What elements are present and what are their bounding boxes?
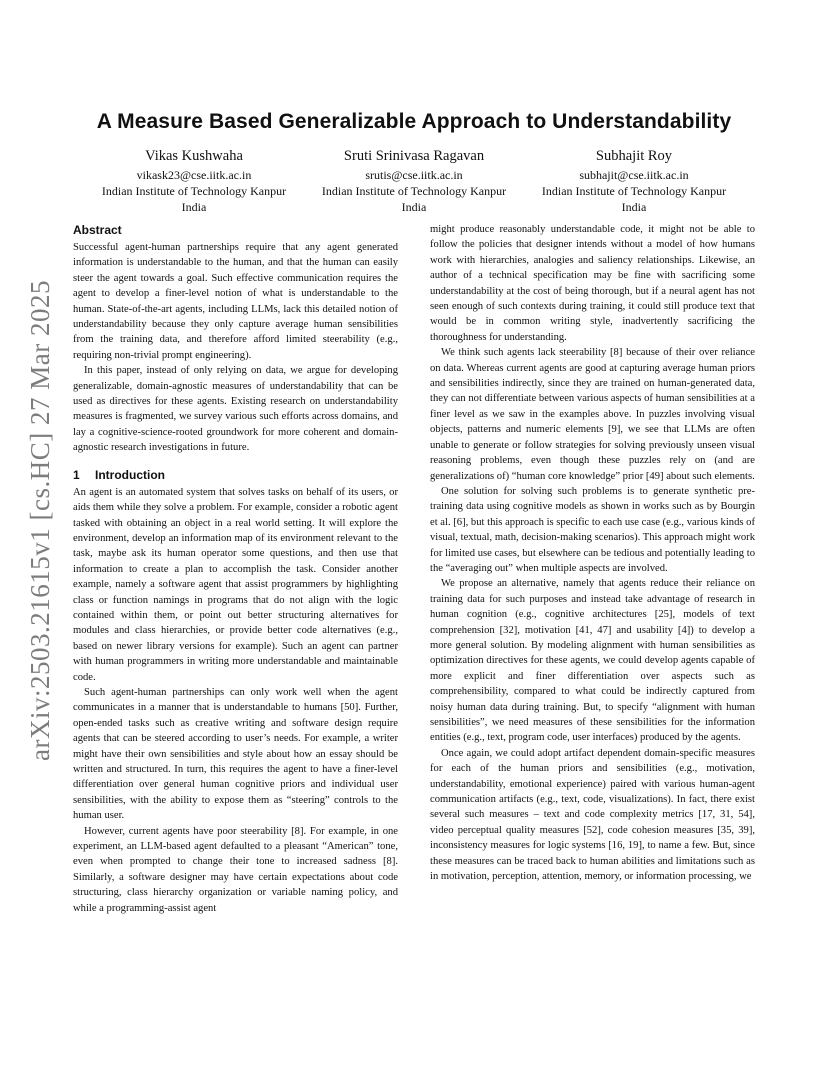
left-column — [73, 222, 398, 916]
abstract-heading: Abstract — [73, 223, 122, 237]
section-title: Introduction — [95, 467, 165, 482]
right-column — [430, 222, 755, 884]
abstract-paragraph-1: Successful agent-human partnerships require that any agent generated information is understandable to the human, and that the human can easily steer the agent towards a goal. Such effective communication requires the agent to develop a finer-level notion of what is understandable to the human. State-of-the-art agents, including LLMs, lack this detailed notion of understandability because they only capture average human sensibilities from the training data, and therefore afford limited steerability (e.g., requiring non-trivial prompt engineering). — [73, 242, 398, 361]
section-number: 1 — [73, 467, 80, 482]
author-country: India — [401, 200, 427, 214]
intro-heading — [73, 467, 398, 483]
author-1 — [84, 148, 304, 215]
author-block — [84, 148, 744, 215]
author-affiliation: Indian Institute of Technology Kanpur — [101, 184, 287, 198]
author-email: subhajit@cse.iitk.ac.in — [579, 168, 689, 182]
author-2 — [304, 148, 524, 215]
author-country: India — [621, 200, 647, 214]
author-affiliation: Indian Institute of Technology Kanpur — [541, 184, 727, 198]
body-paragraph-4: We propose an alternative, namely that agents reduce their reliance on training data for such purposes and instead take advantage of research in human cognition (e.g., cognitive architectures [25], models of text comprehension [32], motivation [41, 47] and usability [4]) to develop a more general solution. By modeling alignment with human sensibilities as optimization directives for these agents, we could develop agents capable of more explicit and finer differentiation over aspects such as comprehensibility, compared to what could be indirectly captured from noisy human data during training. But, to specify “alignment with human sensibilities”, we need measures of these sensibilities for the information entities (e.g., text, program code, user interfaces) produced by the agents. — [430, 578, 755, 744]
author-name: Sruti Srinivasa Ragavan — [343, 148, 485, 164]
author-affiliation: Indian Institute of Technology Kanpur — [321, 184, 507, 198]
body-paragraph-3: One solution for solving such problems is to generate synthetic pre-training data using cognitive models as shown in works such as by Bourgin et al. [6], but this approach is specific to each use case (e.g., various kinds of visual, textual, math, decision-making scenarios). This approach might work for limited use cases, but elsewhere can be tedious and potentially leading to the “averaging out” when multiple aspects are involved. — [430, 485, 755, 574]
intro-paragraph-2: Such agent-human partnerships can only work well when the agent communicates in a manner that is understandable to humans [50]. Further, open-ended tasks such as creative writing and software design require agents that can be steered according to user’s needs. For example, a writer might have their own sensibilities and style about how an essay should be written and structured. In turn, this requires the agent to have a finer-level differentiation over general human cognitive priors and individual user sensibilities, with the ability to expose them as “steering” controls to the human user. — [73, 686, 398, 822]
author-email: vikask23@cse.iitk.ac.in — [136, 168, 252, 182]
author-name: Subhajit Roy — [595, 148, 673, 164]
author-email: srutis@cse.iitk.ac.in — [365, 168, 463, 182]
body-paragraph-2: We think such agents lack steerability [8] because of their over reliance on data. Whereas current agents are good at capturing average human priors and sensibilities indirectly, since they are trained on human-generated data, they can not differentiate between various aspects of human sensibilities at a finer level as we saw in the examples above. In puzzles involving visual objects, patterns and numeric elements [9], we see that LLMs are often unable to generate or follow strategies for solving previously unseen visual reasoning problems, even though these puzzles rely on (and are generalizations of) “human core knowledge” prior [49] about such elements. — [430, 347, 755, 482]
author-country: India — [181, 200, 207, 214]
arxiv-watermark — [20, 280, 60, 760]
arxiv-id: arXiv:2503.21615v1 [cs.HC] 27 Mar 2025 — [24, 279, 55, 761]
abstract-paragraph-2: In this paper, instead of only relying on data, we argue for developing generalizable, domain-agnostic measures of understandability that can be used as directives for these agents. Existing research on understandability measures is fragmented, we survey various such efforts across domains, and lay a cognitive-science-rooted groundwork for more coherent and domain-agnostic research investigations in future. — [73, 365, 398, 454]
intro-paragraph-1: An agent is an automated system that solves tasks on behalf of its users, or aids them while they solve a problem. For example, consider a robotic agent tasked with obtaining an object in a real world setting. It will explore the environment, develop an information map of its environment relevant to the task, maybe ask its human operator some questions, and then use that information to create a plan to accomplish the task. Consider another example, namely a software agent that assist programmers by highlighting class or function namings in programs that do not align with the logic contained within them, or point out better structuring alternatives for modules and class hierarchies, or provide better code alternatives (e.g., based on newer library versions for example). Such an agent can partner with human programmers in writing more understandable and maintainable code. — [73, 486, 398, 683]
author-name: Vikas Kushwaha — [145, 148, 243, 164]
body-paragraph-5: Once again, we could adopt artifact dependent domain-specific measures for each of the human priors and sensibilities (e.g., motivation, understandability, emotional experience) paired with various human-agent communication artifacts (e.g., text, code, visualizations). In fact, there exist several such measures – text and code complexity metrics [17, 31, 54], video perceptual quality measures [52], code cohesion measures [35, 39], inconsistency measures for logic systems [16, 19], to name a few. But, since these measures can be traced back to human abilities and limitations such as in motivation, perception, attention, memory, or information processing, we — [430, 747, 755, 883]
body-paragraph-1: might produce reasonably understandable code, it might not be able to follow the policies that designer intends without a model of how humans work with hierarchies, analogies and saliency relationships. Likewise, an author of a technical specification may be fine with sacrificing some understandability at the cost of being thorough, but if a neural agent has not seen enough of such contexts during training, it could still produce text that would be in common writing style, inadvertently sacrificing the thoroughness for understanding. — [430, 224, 755, 343]
intro-paragraph-3: However, current agents have poor steerability [8]. For example, in one experiment, an LLM-based agent defaulted to a pleasant “American” tone, even when prompted to change their tone to increased sadness [8]. Similarly, a software designer may have certain expectations about code structuring, class hierarchy organization or variable naming policy, and while a programming-assist agent — [73, 825, 398, 914]
paper-title: A Measure Based Generalizable Approach to Understandability — [96, 110, 732, 133]
author-3 — [524, 148, 744, 215]
